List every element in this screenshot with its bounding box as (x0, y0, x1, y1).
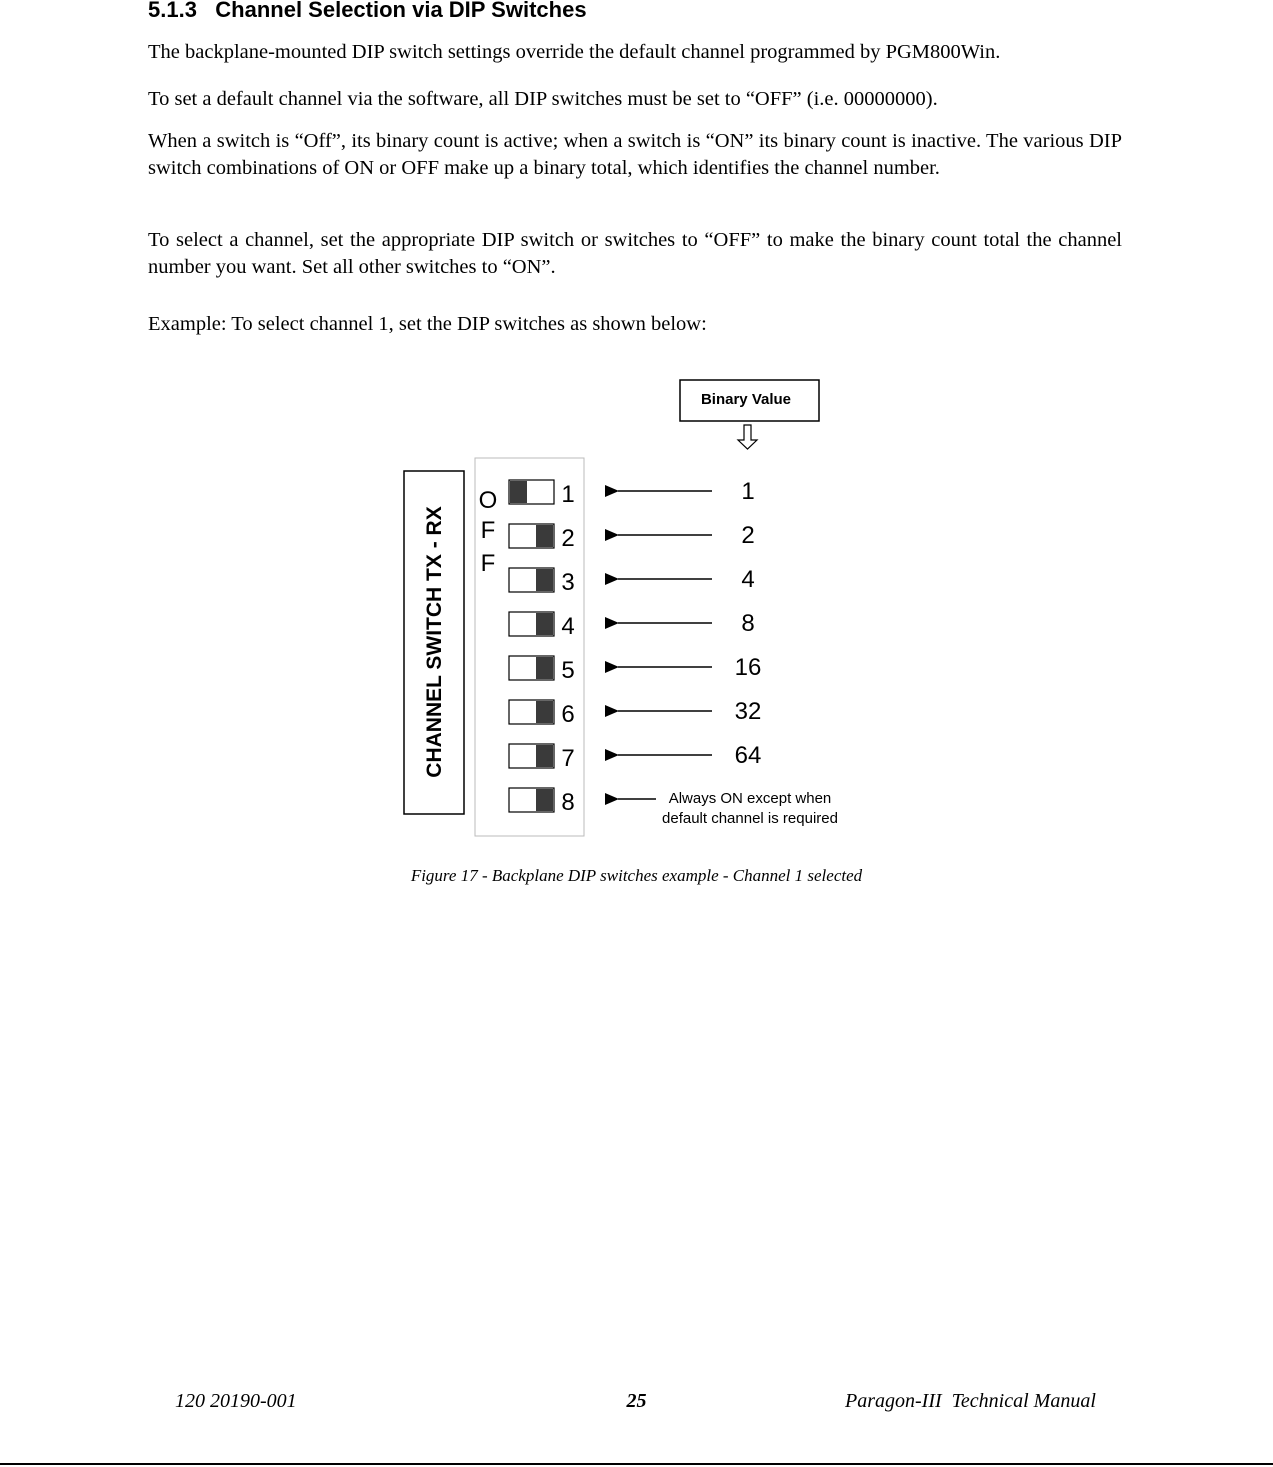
switch-8-note-line2: default channel is required (662, 810, 838, 827)
footer-page-number: 25 (626, 1390, 647, 1412)
off-letter-f1: F (480, 517, 496, 544)
channel-switch-label: CHANNEL SWITCH TX - RX (423, 506, 446, 778)
dip-switch-1-number: 1 (561, 481, 575, 508)
dip-switch-5-number: 5 (561, 657, 575, 684)
binary-value-7: 64 (734, 742, 762, 769)
binary-value-5: 16 (734, 654, 762, 681)
off-letter-f2: F (480, 550, 496, 577)
off-letter-o: O (478, 487, 498, 514)
dip-switch-3-knob (536, 569, 553, 591)
footer-doc-number: 120 20190-001 (175, 1390, 297, 1412)
binary-value-4: 8 (741, 610, 755, 637)
paragraph-default-channel: To set a default channel via the software, all DIP switches must be set to “OFF” (i.e. 00000000). (148, 88, 938, 110)
footer-rule (0, 1463, 1273, 1465)
dip-switch-1-knob (510, 481, 527, 503)
hollow-down-arrow-icon (738, 425, 757, 449)
dip-switch-6-knob (536, 701, 553, 723)
section-number: 5.1.3 (148, 0, 197, 22)
binary-value-label: Binary Value (700, 391, 792, 408)
paragraph-example: Example: To select channel 1, set the DIP switches as shown below: (148, 313, 707, 335)
dip-switch-2-number: 2 (561, 525, 575, 552)
dip-switch-8-knob (536, 789, 553, 811)
dip-switch-5-knob (536, 657, 553, 679)
section-title: Channel Selection via DIP Switches (215, 0, 587, 22)
dip-switch-7-knob (536, 745, 553, 767)
dip-switch-4-knob (536, 613, 553, 635)
binary-value-6: 32 (734, 698, 762, 725)
dip-switch-7-number: 7 (561, 745, 575, 772)
paragraph-binary-count: When a switch is “Off”, its binary count is active; when a switch is “ON” its binary count is inactive. The various DIP switch combinations of ON or OFF make up a binary total, which identifies the channel number. (148, 130, 1122, 179)
paragraph-override: The backplane-mounted DIP switch settings override the default channel programmed by PGM800Win. (148, 41, 1001, 63)
dip-switch-2-knob (536, 525, 553, 547)
binary-value-2: 2 (741, 522, 755, 549)
dip-switch-6-number: 6 (561, 701, 575, 728)
dip-switch-8-number: 8 (561, 789, 575, 816)
dip-switch-3-number: 3 (561, 569, 575, 596)
dip-switch-4-number: 4 (561, 613, 575, 640)
binary-value-1: 1 (741, 478, 755, 505)
paragraph-select-channel: To select a channel, set the appropriate DIP switch or switches to “OFF” to make the binary count total the channel number you want. Set all other switches to “ON”. (148, 229, 1122, 278)
binary-value-3: 4 (741, 566, 755, 593)
dip-switch-panel (475, 458, 584, 836)
switch-8-note-line1: Always ON except when (668, 790, 832, 807)
figure-caption: Figure 17 - Backplane DIP switches example - Channel 1 selected (410, 866, 863, 885)
footer-manual-title: Paragon-III Technical Manual (845, 1390, 1096, 1412)
